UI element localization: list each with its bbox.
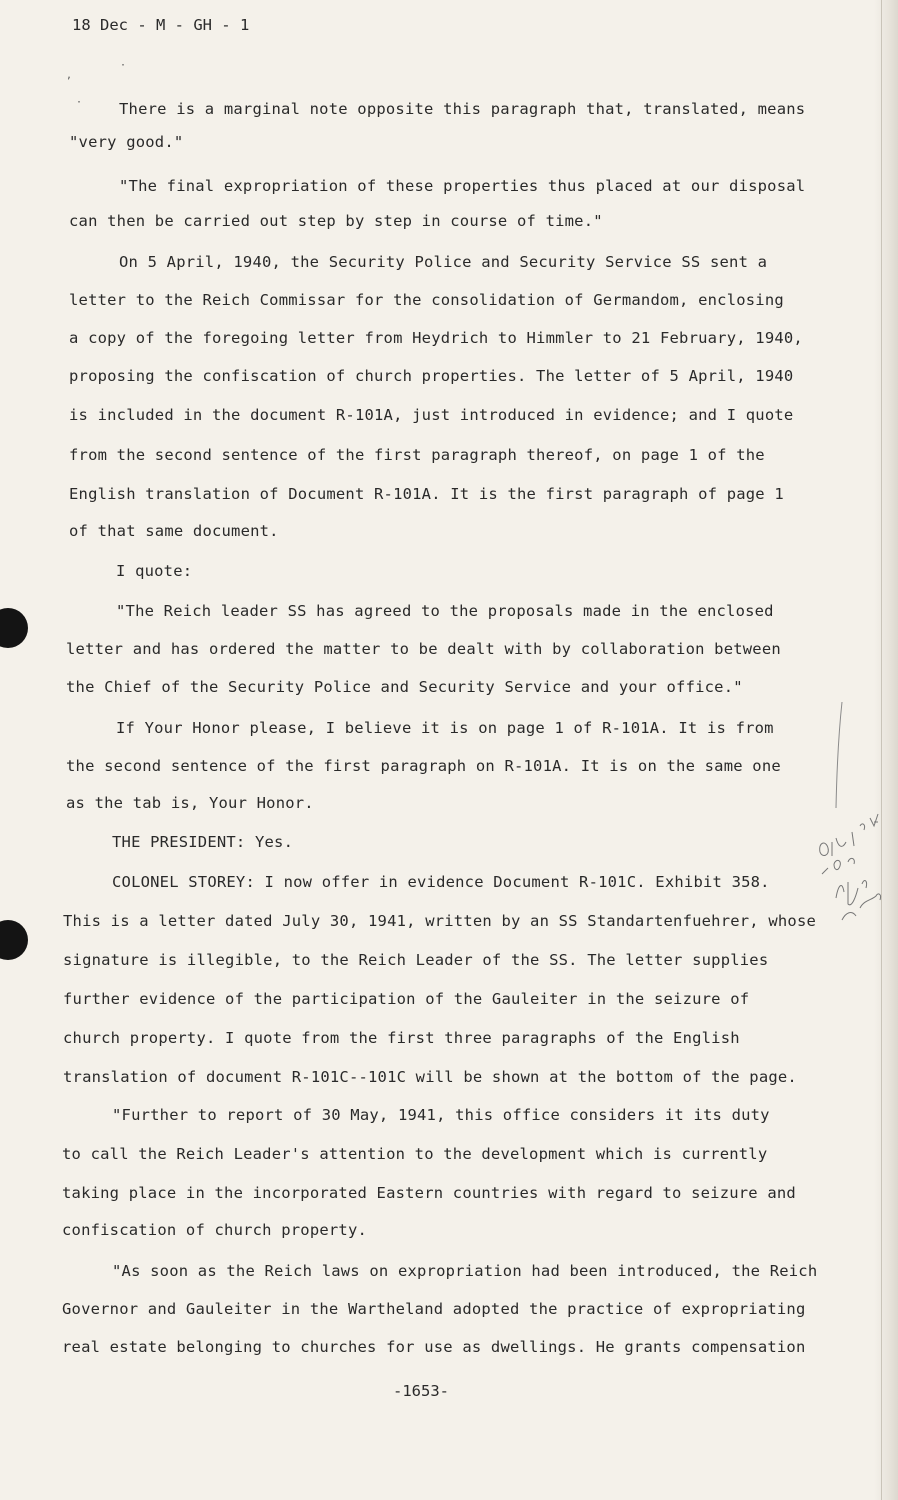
text-line: of that same document. xyxy=(69,522,279,540)
text-line: from the second sentence of the first paragraph thereof, on page 1 of the xyxy=(69,446,765,464)
text-line: further evidence of the participation of the Gauleiter in the seizure of xyxy=(63,990,750,1008)
text-line: If Your Honor please, I believe it is on page 1 of R-101A. It is from xyxy=(116,719,774,737)
text-line: confiscation of church property. xyxy=(62,1221,368,1239)
text-line: THE PRESIDENT: Yes. xyxy=(112,833,294,851)
page-header: 18 Dec - M - GH - 1 xyxy=(72,16,250,34)
text-line: the second sentence of the first paragraph on R-101A. It is on the same one xyxy=(66,757,781,775)
ink-speck: · xyxy=(120,60,127,71)
text-line: "As soon as the Reich laws on expropriation had been introduced, the Reich xyxy=(112,1262,818,1280)
text-line: "Further to report of 30 May, 1941, this office considers it its duty xyxy=(112,1106,770,1124)
text-line: translation of document R-101C--101C will be shown at the bottom of the page. xyxy=(63,1068,797,1086)
margin-pencil-line xyxy=(828,700,848,810)
text-line: letter to the Reich Commissar for the consolidation of Germandom, enclosing xyxy=(69,291,784,309)
text-line: English translation of Document R-101A. It is the first paragraph of page 1 xyxy=(69,485,784,503)
text-line: There is a marginal note opposite this paragraph that, translated, means xyxy=(119,100,806,118)
text-line: I quote: xyxy=(116,562,193,580)
ink-speck: · xyxy=(76,97,83,108)
text-line: can then be carried out step by step in course of time." xyxy=(69,212,603,230)
text-line: COLONEL STOREY: I now offer in evidence Document R-101C. Exhibit 358. xyxy=(112,873,770,891)
text-line: This is a letter dated July 30, 1941, written by an SS Standartenfuehrer, whose xyxy=(63,912,817,930)
text-line: "The final expropriation of these properties thus placed at our disposal xyxy=(119,177,806,195)
page-number: -1653- xyxy=(393,1382,449,1400)
text-line: proposing the confiscation of church properties. The letter of 5 April, 1940 xyxy=(69,367,794,385)
text-line: letter and has ordered the matter to be dealt with by collaboration between xyxy=(66,640,781,658)
text-line: to call the Reich Leader's attention to the development which is currently xyxy=(62,1145,768,1163)
text-line: "very good." xyxy=(69,133,184,151)
ink-speck: , xyxy=(66,70,73,81)
text-line: a copy of the foregoing letter from Heydrich to Himmler to 21 February, 1940, xyxy=(69,329,803,347)
binder-hole-top xyxy=(0,608,28,648)
text-line: is included in the document R-101A, just introduced in evidence; and I quote xyxy=(69,406,794,424)
binder-hole-bottom xyxy=(0,920,28,960)
text-line: "The Reich leader SS has agreed to the proposals made in the enclosed xyxy=(116,602,774,620)
text-line: real estate belonging to churches for use as dwellings. He grants compensation xyxy=(62,1338,806,1356)
text-line: the Chief of the Security Police and Security Service and your office." xyxy=(66,678,743,696)
handwritten-marginalia xyxy=(808,812,888,932)
text-line: taking place in the incorporated Eastern countries with regard to seizure and xyxy=(62,1184,796,1202)
text-line: On 5 April, 1940, the Security Police and Security Service SS sent a xyxy=(119,253,768,271)
text-line: Governor and Gauleiter in the Wartheland adopted the practice of expropriating xyxy=(62,1300,806,1318)
text-line: signature is illegible, to the Reich Leader of the SS. The letter supplies xyxy=(63,951,769,969)
text-line: church property. I quote from the first three paragraphs of the English xyxy=(63,1029,740,1047)
page-edge xyxy=(874,0,898,1500)
text-line: as the tab is, Your Honor. xyxy=(66,794,314,812)
